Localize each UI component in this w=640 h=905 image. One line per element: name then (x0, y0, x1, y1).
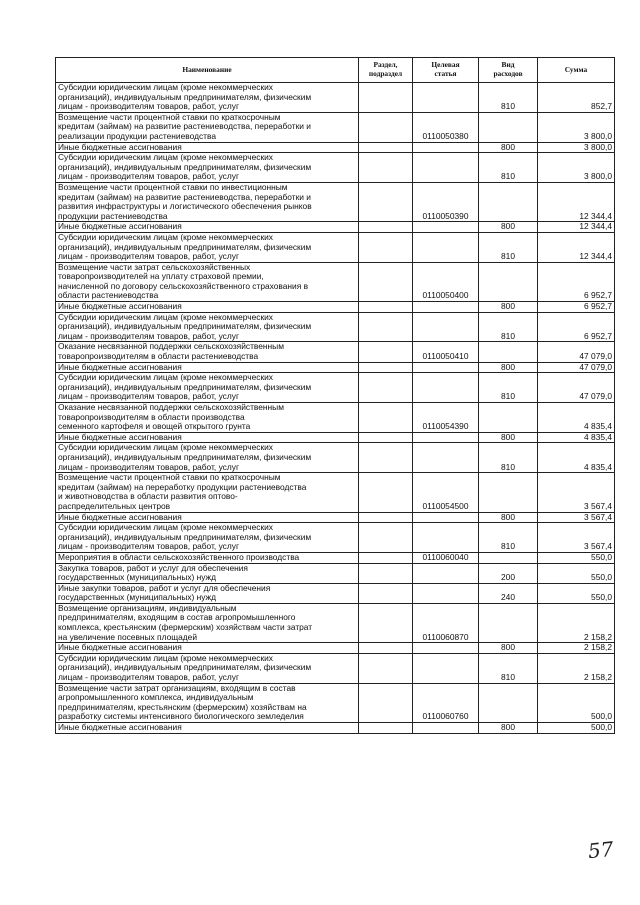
row-sum-cell: 47 079,0 (538, 342, 615, 362)
table-row (56, 232, 615, 262)
row-section-cell (359, 142, 413, 153)
row-sum-cell: 3 800,0 (538, 142, 615, 153)
row-target-cell (413, 302, 479, 313)
row-sum-cell: 3 567,4 (538, 473, 615, 512)
row-target-cell: 0110060870 (413, 603, 479, 642)
row-target-cell: 0110054390 (413, 403, 479, 433)
row-name-cell: Субсидии юридическим лицам (кроме некоммерческих организаций), индивидуальным предпринимателям, физическим лицам - производителям товаров, работ, услуг (56, 523, 359, 553)
row-type-cell (479, 112, 538, 142)
row-name-cell: Субсидии юридическим лицам (кроме некоммерческих организаций), индивидуальным предпринимателям, физическим лицам - производителям товаров, работ, услуг (56, 373, 359, 403)
row-type-cell: 810 (479, 153, 538, 183)
row-sum-cell: 3 567,4 (538, 523, 615, 553)
row-section-cell (359, 222, 413, 233)
row-name-cell: Субсидии юридическим лицам (кроме некоммерческих организаций), индивидуальным предпринимателям, физическим лицам - производителям товаров, работ, услуг (56, 153, 359, 183)
row-sum-cell: 47 079,0 (538, 373, 615, 403)
row-type-cell: 800 (479, 723, 538, 734)
row-target-cell (413, 583, 479, 603)
row-name-cell: Субсидии юридическим лицам (кроме некоммерческих организаций), индивидуальным предпринимателям, физическим лицам - производителям товаров, работ, услуг (56, 83, 359, 113)
table-body (56, 83, 615, 734)
table-row (56, 523, 615, 553)
table-row (56, 723, 615, 734)
row-section-cell (359, 512, 413, 523)
row-type-cell (479, 182, 538, 221)
row-target-cell (413, 432, 479, 443)
row-type-cell: 800 (479, 222, 538, 233)
row-target-cell (413, 512, 479, 523)
table-row (56, 443, 615, 473)
row-section-cell (359, 683, 413, 722)
row-target-cell (413, 312, 479, 342)
table-row (56, 603, 615, 642)
row-section-cell (359, 552, 413, 563)
row-section-cell (359, 362, 413, 373)
row-type-cell: 800 (479, 302, 538, 313)
row-type-cell: 810 (479, 373, 538, 403)
row-type-cell: 240 (479, 583, 538, 603)
row-sum-cell: 3 800,0 (538, 153, 615, 183)
row-section-cell (359, 583, 413, 603)
row-type-cell: 810 (479, 443, 538, 473)
row-name-cell: Субсидии юридическим лицам (кроме некоммерческих организаций), индивидуальным предпринимателям, физическим лицам - производителям товаров, работ, услуг (56, 232, 359, 262)
row-target-cell (413, 653, 479, 683)
row-name-cell: Субсидии юридическим лицам (кроме некоммерческих организаций), индивидуальным предпринимателям, физическим лицам - производителям товаров, работ, услуг (56, 312, 359, 342)
row-sum-cell: 4 835,4 (538, 403, 615, 433)
row-type-cell: 810 (479, 83, 538, 113)
row-section-cell (359, 373, 413, 403)
row-target-cell (413, 563, 479, 583)
page-number: 57 (586, 836, 615, 864)
row-type-cell: 800 (479, 643, 538, 654)
row-type-cell: 800 (479, 432, 538, 443)
table-row (56, 362, 615, 373)
row-name-cell: Иные бюджетные ассигнования (56, 142, 359, 153)
row-section-cell (359, 432, 413, 443)
row-sum-cell: 6 952,7 (538, 262, 615, 301)
table-row (56, 112, 615, 142)
row-name-cell: Иные бюджетные ассигнования (56, 302, 359, 313)
table-row (56, 653, 615, 683)
row-sum-cell: 2 158,2 (538, 603, 615, 642)
row-section-cell (359, 563, 413, 583)
row-name-cell: Иные бюджетные ассигнования (56, 432, 359, 443)
table-row (56, 552, 615, 563)
row-sum-cell: 47 079,0 (538, 362, 615, 373)
row-name-cell: Субсидии юридическим лицам (кроме некоммерческих организаций), индивидуальным предпринимателям, физическим лицам - производителям товаров, работ, услуг (56, 653, 359, 683)
table-row (56, 302, 615, 313)
table-row (56, 473, 615, 512)
row-name-cell: Иные бюджетные ассигнования (56, 222, 359, 233)
row-type-cell (479, 342, 538, 362)
table-row (56, 222, 615, 233)
row-type-cell: 200 (479, 563, 538, 583)
row-type-cell (479, 262, 538, 301)
table-row (56, 583, 615, 603)
row-type-cell (479, 603, 538, 642)
row-sum-cell: 12 344,4 (538, 182, 615, 221)
table-row (56, 512, 615, 523)
row-target-cell: 0110050400 (413, 262, 479, 301)
row-sum-cell: 2 158,2 (538, 653, 615, 683)
row-section-cell (359, 653, 413, 683)
row-section-cell (359, 302, 413, 313)
table-row (56, 432, 615, 443)
row-name-cell: Закупка товаров, работ и услуг для обеспечения государственных (муниципальных) нужд (56, 563, 359, 583)
table-row (56, 153, 615, 183)
row-name-cell: Возмещение части процентной ставки по краткосрочным кредитам (займам) на развитие растениеводства, переработки и реализации продукции растениеводства (56, 112, 359, 142)
budget-table (55, 57, 615, 734)
row-name-cell: Оказание несвязанной поддержки сельскохозяйственным товаропроизводителям в области производства семенного картофеля и овощей открытого грунта (56, 403, 359, 433)
row-name-cell: Мероприятия в области сельскохозяйственного производства (56, 552, 359, 563)
row-type-cell (479, 552, 538, 563)
row-section-cell (359, 83, 413, 113)
header-row (56, 58, 615, 83)
row-sum-cell: 852,7 (538, 83, 615, 113)
table-row (56, 643, 615, 654)
row-name-cell: Субсидии юридическим лицам (кроме некоммерческих организаций), индивидуальным предпринимателям, физическим лицам - производителям товаров, работ, услуг (56, 443, 359, 473)
row-sum-cell: 550,0 (538, 583, 615, 603)
row-sum-cell: 500,0 (538, 723, 615, 734)
row-type-cell: 810 (479, 312, 538, 342)
row-section-cell (359, 112, 413, 142)
row-name-cell: Иные бюджетные ассигнования (56, 643, 359, 654)
row-target-cell (413, 362, 479, 373)
row-type-cell: 810 (479, 653, 538, 683)
table-row (56, 142, 615, 153)
row-target-cell (413, 643, 479, 654)
row-type-cell (479, 403, 538, 433)
row-section-cell (359, 232, 413, 262)
row-section-cell (359, 342, 413, 362)
row-target-cell (413, 142, 479, 153)
row-name-cell: Оказание несвязанной поддержки сельскохозяйственным товаропроизводителям в области растениеводства (56, 342, 359, 362)
row-target-cell (413, 723, 479, 734)
row-target-cell (413, 523, 479, 553)
row-sum-cell: 550,0 (538, 552, 615, 563)
table-row (56, 563, 615, 583)
row-type-cell (479, 683, 538, 722)
table-row (56, 83, 615, 113)
row-sum-cell: 6 952,7 (538, 312, 615, 342)
header-section: Раздел, подраздел (359, 58, 413, 83)
row-section-cell (359, 403, 413, 433)
row-section-cell (359, 603, 413, 642)
row-section-cell (359, 723, 413, 734)
table-row (56, 182, 615, 221)
row-sum-cell: 4 835,4 (538, 432, 615, 443)
table-row (56, 403, 615, 433)
row-section-cell (359, 153, 413, 183)
row-sum-cell: 500,0 (538, 683, 615, 722)
row-sum-cell: 12 344,4 (538, 222, 615, 233)
row-target-cell: 0110060760 (413, 683, 479, 722)
row-sum-cell: 2 158,2 (538, 643, 615, 654)
table-row (56, 342, 615, 362)
row-type-cell: 800 (479, 362, 538, 373)
row-section-cell (359, 443, 413, 473)
header-name: Наименование (56, 58, 359, 83)
row-type-cell: 800 (479, 142, 538, 153)
row-target-cell: 0110050410 (413, 342, 479, 362)
row-target-cell (413, 232, 479, 262)
row-type-cell: 800 (479, 512, 538, 523)
table-row (56, 373, 615, 403)
row-name-cell: Возмещение организациям, индивидуальным предпринимателям, входящим в состав агропромышленного комплекса, крестьянским (фермерским) хозяйствам части затрат на увеличение посевных площадей (56, 603, 359, 642)
row-target-cell (413, 443, 479, 473)
row-sum-cell: 12 344,4 (538, 232, 615, 262)
row-target-cell (413, 373, 479, 403)
row-sum-cell: 550,0 (538, 563, 615, 583)
row-target-cell (413, 153, 479, 183)
header-target: Целевая статья (413, 58, 479, 83)
row-name-cell: Возмещение части затрат организациям, входящим в состав агропромышленного комплекса, индивидуальным предпринимателям, крестьянским (фермерским) хозяйствам на разработку системы интенсивного биологического земледелия (56, 683, 359, 722)
table-row (56, 312, 615, 342)
row-name-cell: Возмещение части процентной ставки по инвестиционным кредитам (займам) на развитие растениеводства, переработки и развития инфраструктуры и логистического обеспечения рынков продукции растениеводства (56, 182, 359, 221)
row-section-cell (359, 523, 413, 553)
row-name-cell: Возмещение части процентной ставки по краткосрочным кредитам (займам) на переработку продукции растениеводства и животноводства в области развития оптово- распределительных центров (56, 473, 359, 512)
row-type-cell: 810 (479, 523, 538, 553)
row-name-cell: Иные бюджетные ассигнования (56, 723, 359, 734)
row-name-cell: Иные закупки товаров, работ и услуг для обеспечения государственных (муниципальных) нужд (56, 583, 359, 603)
header-type: Вид расходов (479, 58, 538, 83)
row-sum-cell: 6 952,7 (538, 302, 615, 313)
row-target-cell: 0110050390 (413, 182, 479, 221)
row-type-cell (479, 473, 538, 512)
row-name-cell: Иные бюджетные ассигнования (56, 512, 359, 523)
row-section-cell (359, 182, 413, 221)
row-name-cell: Иные бюджетные ассигнования (56, 362, 359, 373)
table-row (56, 683, 615, 722)
row-target-cell: 0110060040 (413, 552, 479, 563)
row-sum-cell: 3 567,4 (538, 512, 615, 523)
row-section-cell (359, 643, 413, 654)
row-target-cell: 0110054500 (413, 473, 479, 512)
row-target-cell: 0110050380 (413, 112, 479, 142)
row-section-cell (359, 262, 413, 301)
row-sum-cell: 3 800,0 (538, 112, 615, 142)
row-section-cell (359, 312, 413, 342)
row-type-cell: 810 (479, 232, 538, 262)
row-section-cell (359, 473, 413, 512)
row-target-cell (413, 83, 479, 113)
header-sum: Сумма (538, 58, 615, 83)
row-name-cell: Возмещение части затрат сельскохозяйственных товаропроизводителей на уплату страховой премии, начисленной по договору сельскохозяйственного страхования в области растениеводства (56, 262, 359, 301)
row-sum-cell: 4 835,4 (538, 443, 615, 473)
table-row (56, 262, 615, 301)
row-target-cell (413, 222, 479, 233)
